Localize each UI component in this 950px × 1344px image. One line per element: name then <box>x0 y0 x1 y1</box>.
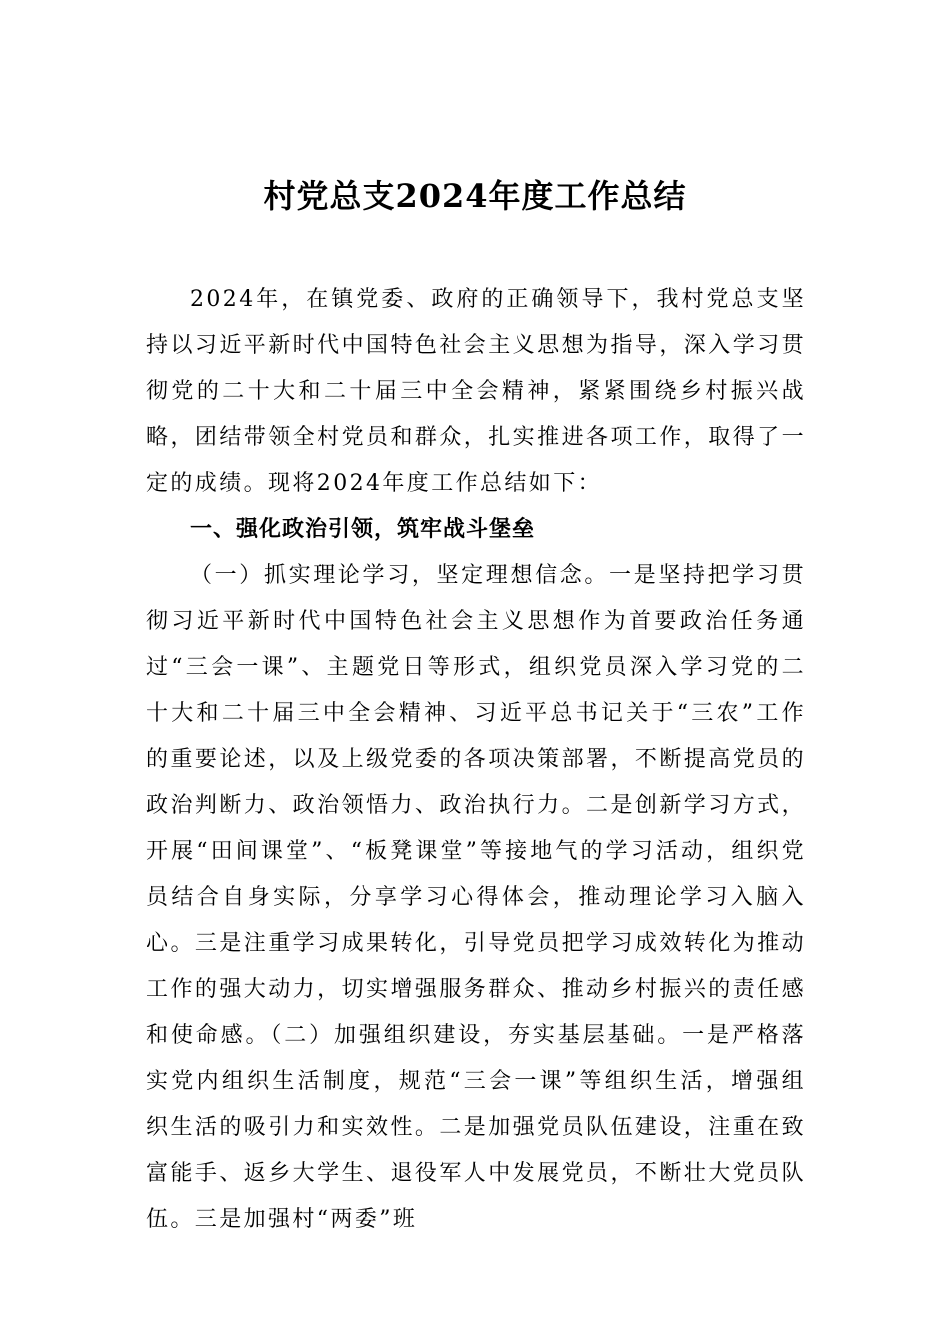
section-paragraph: （一）抓实理论学习，坚定理想信念。一是坚持把学习贯彻习近平新时代中国特色社会主义思想作为首要政治任务通过“三会一课”、主题党日等形式，组织党员深入学习党的二十大和二十届三中全会精神、习近平总书记关于“三农”工作的重要论述，以及上级党委的各项决策部署，不断提高党员的政治判断力、政治领悟力、政治执行力。二是创新学习方式，开展“田间课堂”、“板凳课堂”等接地气的学习活动，组织党员结合自身实际，分享学习心得体会，推动理论学习入脑入心。三是注重学习成果转化，引导党员把学习成效转化为推动工作的强大动力，切实增强服务群众、推动乡村振兴的责任感和使命感。（二）加强组织建设，夯实基层基础。一是严格落实党内组织生活制度，规范“三会一课”等组织生活，增强组织生活的吸引力和实效性。二是加强党员队伍建设，注重在致富能手、返乡大学生、退役军人中发展党员，不断壮大党员队伍。三是加强村“两委”班 <box>146 563 806 1232</box>
document-title: 村党总支2024年度工作总结 <box>263 177 687 215</box>
section-heading: 一、强化政治引领，筑牢战斗堡垒 <box>190 517 536 542</box>
intro-paragraph: 2024年，在镇党委、政府的正确领导下，我村党总支坚持以习近平新时代中国特色社会主义思想为指导，深入学习贯彻党的二十大和二十届三中全会精神，紧紧围绕乡村振兴战略，团结带领全村党员和群众，扎实推进各项工作，取得了一定的成绩。现将2024年度工作总结如下： <box>146 287 806 496</box>
document-body <box>146 277 806 1243</box>
